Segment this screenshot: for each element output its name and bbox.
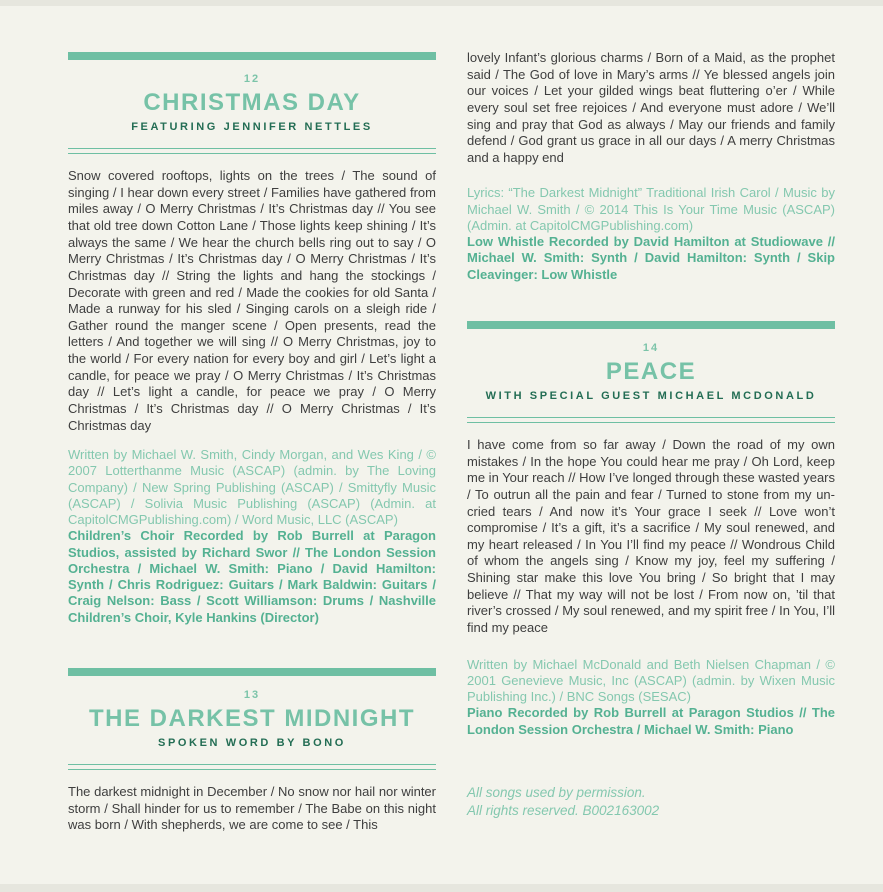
permission-note-line2: All rights reserved. B002163002 (467, 803, 660, 819)
track-13-number: 13 (243, 688, 261, 701)
track-14-section-bar (467, 321, 835, 329)
track-13-lyrics-part1: The darkest midnight in December / No snow nor hail nor winter storm / Shall hinder for us to remember / The Babe on this night was born / With shepherds, we are come to see / This (68, 784, 436, 833)
track-14-header (467, 342, 835, 402)
track-12-lyrics: Snow covered rooftops, lights on the trees / The sound of singing / I hear down every street / Families have gathered from miles away / O Merry Christmas / It’s Christmas day // You see that old tree down Cotton Lane / Those lights keep shining / It’s always the same / We hear the church bells ring out to say / O Merry Christmas / It’s Christmas day / O Merry Christmas / It’s Christmas day // String the lights and hang the stockings / Decorate with green and red / Made the cookies for old Santa / Made a runway for his sled / Singing carols on a sleigh ride / Gather round the manger scene / Open presents, read the letters / And together we will sing // O Merry Christmas, joy to the world / For every nation for every boy and girl / Let’s light a candle, for peace we pray / O Merry Christmas / It’s Christmas day // Let’s light a candle, for peace we pray / O Merry Christmas / It’s Christmas day // O Merry Christmas / It’s Christmas day (68, 168, 436, 433)
track-14-subtitle: WITH SPECIAL GUEST MICHAEL MCDONALD (485, 390, 817, 403)
track-13-publishing-credits: Lyrics: “The Darkest Midnight” Traditional Irish Carol / Music by Michael W. Smith / © 2014 This Is Your Time Music (ASCAP) (Admin. at CapitolCMGPublishing.com) (467, 185, 835, 233)
track-13-header (68, 689, 436, 749)
track-14-title: PEACE (605, 357, 697, 385)
right-column (467, 52, 835, 892)
permission-note-line1: All songs used by permission. (467, 784, 646, 800)
track-14-divider (467, 417, 835, 423)
track-12-header (68, 73, 436, 133)
track-12-recording-credits: Children’s Choir Recorded by Rob Burrell at Paragon Studios, assisted by Richard Swor // The London Session Orchestra / Michael W. Smith: Piano / David Hamilton: Synth / Chris Rodriguez: Guitars / Mark Baldwin: Guitars / Craig Nelson: Bass / Scott Williamson: Drums / Nashville Children’s Choir, Kyle Hankins (Director) (68, 528, 436, 625)
track-14-number: 14 (642, 341, 660, 354)
track-14-lyrics: I have come from so far away / Down the road of my own mistakes / In the hope You could hear me pray / Oh Lord, keep me in Your reach // How I’ve longed through these wasted years / To outrun all the pain and fear / Turned to stone from my un-cried tears / And now it’s Your grace I seek // Love won’t compromise / It’s a gift, it’s a sacrifice / My soul renewed, and my heart released / In You I’ll find my peace // Wondrous Child of whom the angels sing / Know my joy, feel my suffering / Shining star make this love You bring / So bright that I may believe // That my way will not be lost / From now on, ’til that river’s crossed / My soul renewed, and my spirit free / In You, I’ll find my peace (467, 437, 835, 635)
track-14-publishing-credits: Written by Michael McDonald and Beth Nielsen Chapman / © 2001 Genevieve Music, Inc (ASCAP) (admin. by Wixen Music Publishing Inc.) / BNC Songs (SESAC) (467, 656, 835, 705)
track-12-number: 12 (243, 73, 261, 85)
track-14-recording-credits: Piano Recorded by Rob Burrell at Paragon Studios // The London Session Orchestra / Michael W. Smith: Piano (467, 705, 835, 737)
track-13-recording-credits: Low Whistle Recorded by David Hamilton at Studiowave // Michael W. Smith: Synth / David Hamilton: Synth / Skip Cleavinger: Low Whistle (467, 234, 835, 282)
track-12-subtitle: FEATURING JENNIFER NETTLES (131, 121, 373, 134)
track-13-title: THE DARKEST MIDNIGHT (89, 704, 415, 732)
track-12-publishing-credits: Written by Michael W. Smith, Cindy Morgan, and Wes King / © 2007 Lotterthanme Music (ASCAP) (admin. by The Loving Company) / New Spring Publishing (ASCAP) / Smittyfly Music (ASCAP) / Solivia Music Publishing (ASCAP) (Admin. at CapitolCMGPublishing.com) / Word Music, LLC (ASCAP) (68, 447, 436, 528)
track-13-divider (68, 764, 436, 770)
track-14-section (467, 321, 835, 738)
track-13-subtitle: SPOKEN WORD BY BONO (158, 737, 346, 750)
track-12-section-bar (68, 52, 436, 60)
permission-note (467, 784, 835, 820)
track-13-section-bar (68, 668, 436, 676)
track-13-section (68, 668, 436, 834)
track-12-section (68, 52, 436, 626)
track-13-lyrics-part2: lovely Infant’s glorious charms / Born of a Maid, as the prophet said / The God of love in Mary’s arms // Ye blessed angels join our voices / Let your gilded wings beat fluttering o’er / While every soul set free rejoices / And everyone must adore / We’ll sing and pray that God as always / May our friends and family defend / God grant us grace in all our days / A merry Christmas and a happy end (467, 50, 835, 165)
left-column (68, 52, 436, 892)
track-12-divider (68, 148, 436, 154)
track-12-title: CHRISTMAS DAY (143, 89, 361, 116)
